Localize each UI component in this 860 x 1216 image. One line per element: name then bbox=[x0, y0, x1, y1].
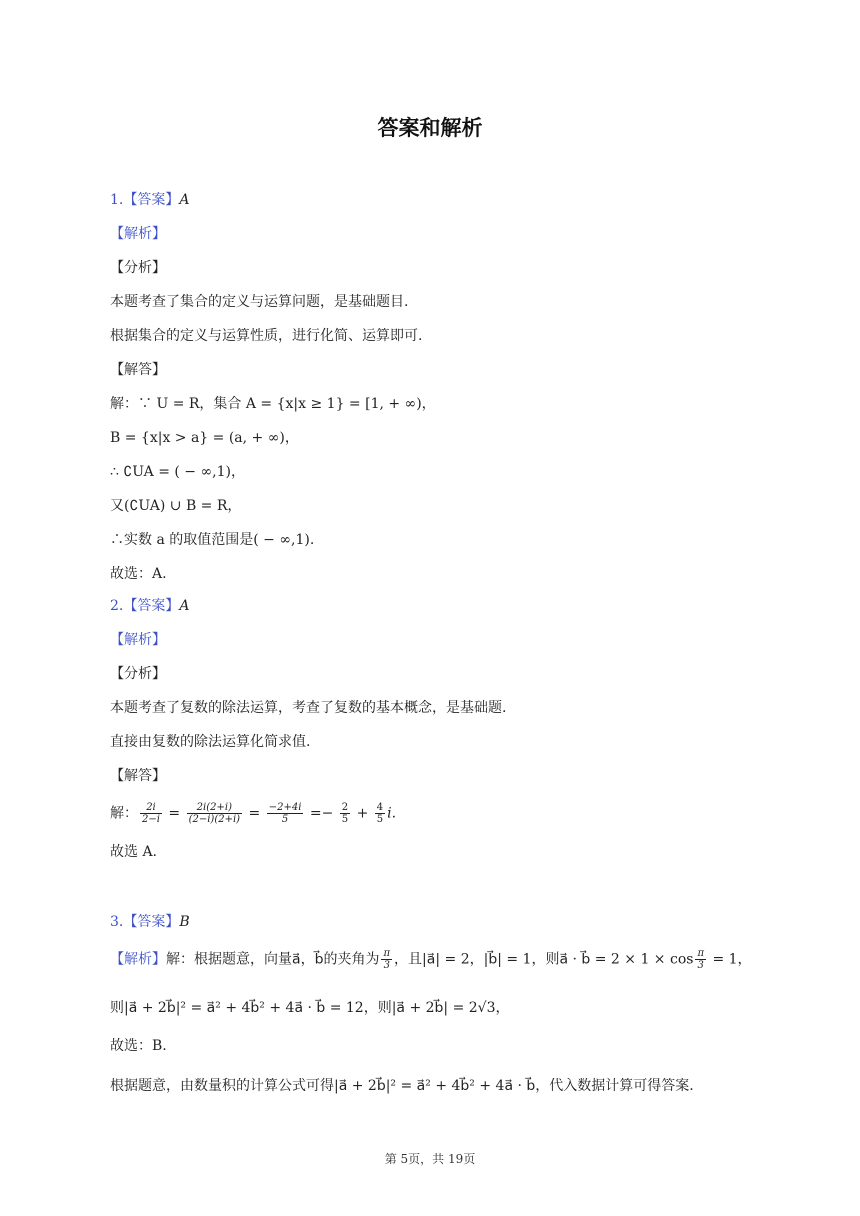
q1-fenxi-label: 【分析】 bbox=[110, 260, 166, 276]
fraction-denominator: 3 bbox=[697, 960, 704, 971]
q3-solution-line-4: 根据题意，由数量积的计算公式可得|a⃗ + 2b⃗|² = a⃗² + 4b⃗² + 4a⃗ · b⃗，代入数据计算可得答案. bbox=[110, 1078, 694, 1094]
page-footer: 第 5页，共 19页 bbox=[384, 1152, 476, 1166]
q3-answer-label: 【答案】 bbox=[123, 914, 180, 930]
page-title: 答案和解析 bbox=[377, 116, 483, 140]
q1-solution-line-3: ∴ ∁UA = ( − ∞,1)， bbox=[110, 464, 245, 480]
q2-fenxi-label: 【分析】 bbox=[110, 666, 166, 682]
q1-jiexi-label: 【解析】 bbox=[110, 226, 166, 242]
fraction-denominator: 5 bbox=[376, 814, 384, 825]
q3-number: 3. bbox=[110, 914, 124, 930]
q2-fraction-5 bbox=[375, 802, 385, 825]
q2-jiexi-label: 【解析】 bbox=[110, 632, 166, 648]
q2-answer-value: A bbox=[179, 598, 190, 614]
fraction-denominator: 3 bbox=[383, 960, 390, 971]
q2-fenxi-text-1: 本题考查了复数的除法运算，考查了复数的基本概念，是基础题. bbox=[110, 700, 507, 716]
fraction-numerator: −2+4i bbox=[268, 802, 302, 813]
q1-jieda-label: 【解答】 bbox=[110, 362, 166, 378]
q1-number: 1. bbox=[110, 192, 124, 208]
fraction-denominator: 5 bbox=[281, 814, 289, 825]
fraction-numerator: π bbox=[697, 948, 705, 959]
q2-solution-end: 故选 A. bbox=[110, 844, 158, 860]
q2-answer-header bbox=[110, 596, 189, 616]
q1-solution-line-2: B = {x|x > a} = (a, + ∞)， bbox=[110, 430, 299, 446]
q2-fraction-3 bbox=[267, 802, 304, 825]
q1-solution-line-1: 解：∵ U = R，集合 A = {x|x ≥ 1} = [1, + ∞)， bbox=[110, 396, 436, 412]
fraction-denominator: 5 bbox=[341, 814, 349, 825]
q1-solution-line-6: 故选：A. bbox=[110, 566, 167, 582]
q2-fraction-4 bbox=[340, 802, 350, 825]
q2-fraction-2 bbox=[187, 802, 242, 825]
q1-fenxi-text-2: 根据集合的定义与运算性质，进行化简、运算即可. bbox=[110, 328, 423, 344]
fraction-numerator: 2 bbox=[341, 802, 349, 813]
q3-solution-line-2: 则|a⃗ + 2b⃗|² = a⃗² + 4b⃗² + 4a⃗ · b⃗ = 12，则|a⃗ + 2b⃗| = 2√3， bbox=[110, 1000, 510, 1016]
q1-answer-header bbox=[110, 190, 189, 210]
fraction-denominator: (2−i)(2+i) bbox=[188, 814, 241, 825]
q2-answer-label: 【答案】 bbox=[123, 598, 180, 614]
q2-fraction-1 bbox=[140, 802, 162, 825]
q3-solution-line-1 bbox=[110, 948, 752, 971]
fraction-numerator: 2i(2+i) bbox=[187, 802, 242, 814]
q2-solution-prefix: 解： bbox=[110, 805, 138, 822]
fraction-numerator: 2i bbox=[140, 802, 162, 814]
q1-fenxi-text-1: 本题考查了集合的定义与运算问题，是基础题目. bbox=[110, 294, 409, 310]
q1-solution-line-4: 又(∁UA) ∪ B = R， bbox=[110, 498, 242, 514]
q2-number: 2. bbox=[110, 598, 124, 614]
q2-jieda-label: 【解答】 bbox=[110, 768, 166, 784]
q3-jiexi-label: 【解析】 bbox=[110, 951, 166, 968]
q3-solution-line-3: 故选：B. bbox=[110, 1038, 167, 1054]
q3-angle-fraction bbox=[381, 948, 392, 971]
q1-answer-value: A bbox=[179, 192, 190, 208]
q1-solution-line-5: ∴实数 a 的取值范围是( − ∞,1). bbox=[110, 532, 315, 548]
q1-answer-label: 【答案】 bbox=[123, 192, 180, 208]
q3-answer-value: B bbox=[179, 914, 190, 930]
q3-cos-fraction bbox=[695, 948, 706, 971]
fraction-denominator: 2−i bbox=[142, 814, 160, 825]
q3-answer-header bbox=[110, 912, 190, 932]
q3-line1-part-a: 解：根据题意，向量a⃗，b⃗的夹角为 bbox=[166, 951, 380, 968]
fraction-numerator: π bbox=[383, 948, 391, 959]
q3-line1-part-c: = 1， bbox=[708, 951, 752, 968]
q3-line1-part-b: ，且|a⃗| = 2，|b⃗| = 1，则a⃗ · b⃗ = 2 × 1 × cos bbox=[394, 951, 694, 968]
q2-fenxi-text-2: 直接由复数的除法运算化简求值. bbox=[110, 734, 311, 750]
q2-solution-formula: 解： $\frac{2i}{2-i}$ = $\frac{2i(2+i)}{(2-i)(2+i)}$ = $\frac{-2+4i}{5}$ =− $\frac{2}{5}$ + $\frac{4}{5}$ i. bbox=[110, 802, 397, 825]
fraction-numerator: 4 bbox=[376, 802, 384, 813]
